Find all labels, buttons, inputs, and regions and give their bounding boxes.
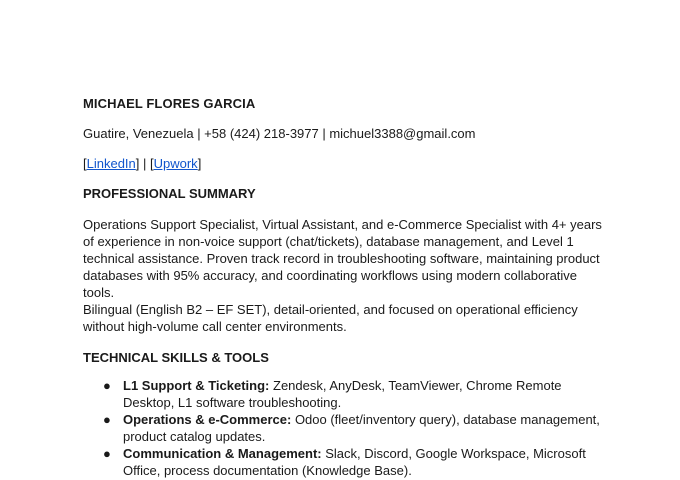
summary-line: of experience in non-voice support (chat/tickets), database management, and Level 1 <box>83 234 574 249</box>
skill-label: Communication & Management: <box>123 446 322 461</box>
link-separator: ] | [ <box>135 156 154 171</box>
skill-text: Zendesk, AnyDesk, TeamViewer, Chrome Remote <box>269 378 562 393</box>
bracket-open: [ <box>83 156 87 171</box>
summary-line: Operations Support Specialist, Virtual Assistant, and e-Commerce Specialist with 4+ years <box>83 217 602 232</box>
skills-list <box>83 378 603 479</box>
list-item <box>83 378 603 411</box>
linkedin-link[interactable]: LinkedIn <box>86 156 136 171</box>
skills-heading: TECHNICAL SKILLS & TOOLS <box>83 350 269 365</box>
skill-text: Slack, Discord, Google Workspace, Microsoft <box>321 446 586 461</box>
resume-page <box>83 96 603 480</box>
bullet-icon: ● <box>103 378 111 393</box>
summary-text <box>83 216 603 335</box>
summary-line: databases with 95% accuracy, and coordinating workflows using modern collaborative tools. <box>83 268 578 300</box>
bracket-close: ] <box>197 156 202 171</box>
summary-line: technical assistance. Proven track record in troubleshooting software, maintaining product <box>83 251 600 266</box>
skill-label: L1 Support & Ticketing: <box>123 378 270 393</box>
skill-text: Office, process documentation (Knowledge Base). <box>123 462 412 478</box>
skill-text: Desktop, L1 software troubleshooting. <box>123 394 342 410</box>
contact-line: Guatire, Venezuela | +58 (424) 218-3977 | michuel3388@gmail.com <box>83 126 476 141</box>
skill-label: Operations & e-Commerce: <box>123 412 292 427</box>
skill-text: Odoo (fleet/inventory query), database management, <box>291 412 600 427</box>
summary-heading: PROFESSIONAL SUMMARY <box>83 186 256 201</box>
bullet-icon: ● <box>103 412 111 427</box>
skill-text: product catalog updates. <box>123 428 266 444</box>
bullet-icon: ● <box>103 446 111 461</box>
candidate-name: MICHAEL FLORES GARCIA <box>83 96 256 111</box>
list-item <box>83 412 603 445</box>
upwork-link[interactable]: Upwork <box>153 156 198 171</box>
summary-line: Bilingual (English B2 – EF SET), detail-oriented, and focused on operational efficiency <box>83 302 578 317</box>
summary-line: without high-volume call center environments. <box>83 319 347 334</box>
list-item <box>83 446 603 479</box>
profile-links <box>83 156 603 172</box>
